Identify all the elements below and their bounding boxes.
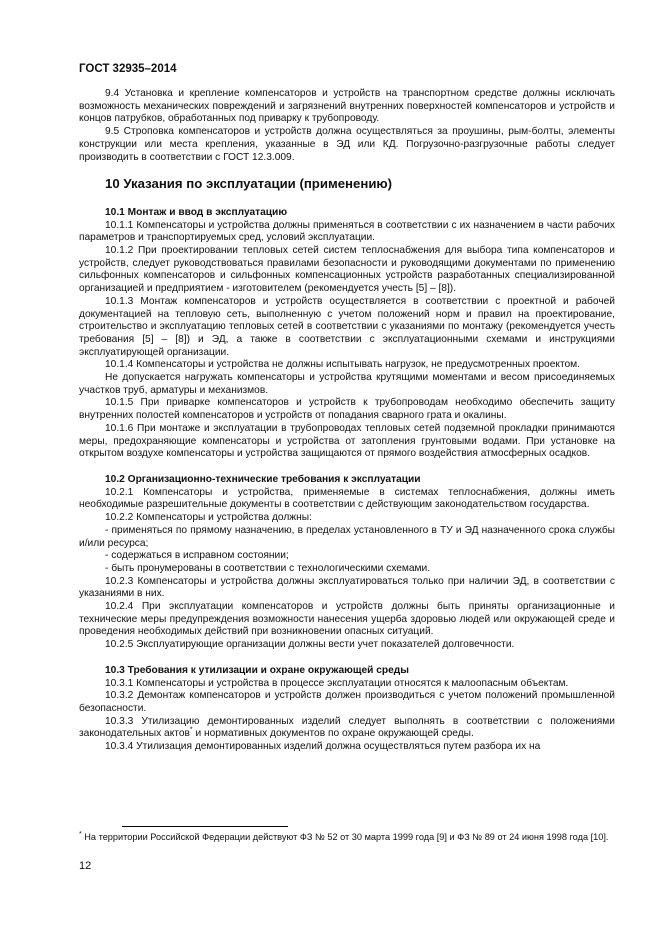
list-item: - применяться по прямому назначению, в пределах установленного в ТУ и ЭД назначенного срока службы и/или ресурса; bbox=[79, 524, 615, 549]
subsection-10-2-title: 10.2 Организационно-технические требования к эксплуатации bbox=[105, 473, 421, 485]
clause-10-1-4: 10.1.4 Компенсаторы и устройства не должны испытывать нагрузок, не предусмотренных проектом. bbox=[105, 359, 581, 371]
page-body bbox=[79, 88, 615, 754]
clause-9-5: 9.5 Строповка компенсаторов и устройств должна осуществляться за проушины, рым-болты, элементы конструкции или места крепления, указанные в ЭД или КД. Погрузочно-разгрузочные работы следует производить в соответствии с ГОСТ 12.3.009. bbox=[79, 126, 615, 163]
footnote-divider bbox=[122, 826, 288, 827]
clause-9-4: 9.4 Установка и крепление компенсаторов и устройств на транспортном средстве должны исключать возможность механических повреждений и загрязнений внутренних поверхностей компенсаторов и устройств и концов патрубков, обработанных под приварку к трубопроводу. bbox=[79, 88, 615, 125]
footnote-mark: * bbox=[79, 830, 82, 838]
list-item: - содержаться в исправном состоянии; bbox=[105, 550, 289, 562]
clause-10-1-4-note: Не допускается нагружать компенсаторы и устройства крутящими моментами и весом присоединяемых участков труб, арматуры и механизмов. bbox=[79, 372, 615, 396]
footnote bbox=[79, 831, 615, 844]
footnote-ref: * bbox=[189, 726, 193, 734]
clause-10-2-1: 10.2.1 Компенсаторы и устройства, применяемые в системах теплоснабжения, должны иметь необходимые разрешительные документы в соответствии с действующим законодательством государства. bbox=[79, 486, 615, 511]
clause-10-3-3 bbox=[79, 716, 615, 741]
clause-10-3-2: 10.3.2 Демонтаж компенсаторов и устройств должен производиться с учетом положений промышленной безопасности. bbox=[79, 690, 615, 714]
footnote-text: На территории Российской Федерации действуют ФЗ № 52 от 30 марта 1999 года [9] и ФЗ № 89 от 24 июня 1998 года [10]. bbox=[81, 832, 609, 842]
clause-10-2-4: 10.2.4 При эксплуатации компенсаторов и устройств должны быть приняты организационные и технические меры предупреждения возможности нанесения ущерба здоровью людей или окружающей среде и проведения необходимых действий при возникновении опасных ситуаций. bbox=[79, 601, 615, 638]
subsection-10-1-title: 10.1 Монтаж и ввод в эксплуатацию bbox=[105, 206, 288, 218]
clause-10-3-1: 10.3.1 Компенсаторы и устройства в процессе эксплуатации относятся к малоопасным объектам. bbox=[105, 677, 569, 689]
list-item: - быть пронумерованы в соответствии с технологическими схемами. bbox=[105, 562, 431, 574]
document-header: ГОСТ 32935–2014 bbox=[79, 63, 177, 75]
clause-10-3-3-text-end: и нормативных документов по охране окружающей среды. bbox=[192, 728, 474, 740]
clause-10-3-3-text: 10.3.3 Утилизацию демонтированных изделий следует выполнять в соответствии с положениями законодательных актов bbox=[79, 715, 615, 740]
clause-10-1-3: 10.1.3 Монтаж компенсаторов и устройств осуществляется в соответствии с проектной и рабочей документацией на тепловую сеть, выполненную с учетом положений норм и правил на проектирование, строительство и эксплуатацию тепловых сетей в соответствии с указаниями по монтажу (рекомендуется учесть требования [5] – [8]) и ЭД, а также в соответствии с эксплуатационными схемами и инструкциями эксплуатирующей организации. bbox=[79, 295, 615, 358]
clause-10-2-5: 10.2.5 Эксплуатирующие организации должны вести учет показателей долговечности. bbox=[105, 639, 515, 651]
clause-10-1-2: 10.1.2 При проектировании тепловых сетей систем теплоснабжения для выбора типа компенсаторов и устройств, следует руководствоваться правилами безопасности и руководящими документами по применению сильфонных компенсаторов и сильфонных компенсационных устройств разработанных специализированной организацией и предприятием - изготовителем (рекомендуется учесть [5] – [8]). bbox=[79, 245, 615, 295]
clause-10-1-5: 10.1.5 При приварке компенсаторов и устройств к трубопроводам необходимо обеспечить защиту внутренних полостей компенсаторов и устройств от попадания сварного грата и окалины. bbox=[79, 397, 615, 422]
page-number: 12 bbox=[79, 860, 92, 872]
clause-10-3-4: 10.3.4 Утилизация демонтированных изделий должна осуществляться путем разбора их на bbox=[105, 741, 541, 753]
section-10-title: 10 Указания по эксплуатации (применению) bbox=[105, 176, 393, 192]
clause-10-2-2: 10.2.2 Компенсаторы и устройства должны: bbox=[105, 512, 312, 524]
subsection-10-3-title: 10.3 Требования к утилизации и охране окружающей среды bbox=[105, 664, 409, 676]
clause-10-1-1: 10.1.1 Компенсаторы и устройства должны применяться в соответствии с их назначением в части рабочих параметров и транспортируемых сред, условий эксплуатации. bbox=[79, 219, 615, 244]
clause-10-2-3: 10.2.3 Компенсаторы и устройства должны эксплуатироваться только при наличии ЭД, в соответствии с указаниями в них. bbox=[79, 575, 615, 600]
clause-10-1-6: 10.1.6 При монтаже и эксплуатации в трубопроводах тепловых сетей подземной прокладки принимаются меры, предохраняющие компенсаторы и устройства от затопления грунтовыми водами. При установке на открытом воздухе компенсаторы и устройства защищаются от прямого воздействия атмосферных осадков. bbox=[79, 422, 615, 460]
